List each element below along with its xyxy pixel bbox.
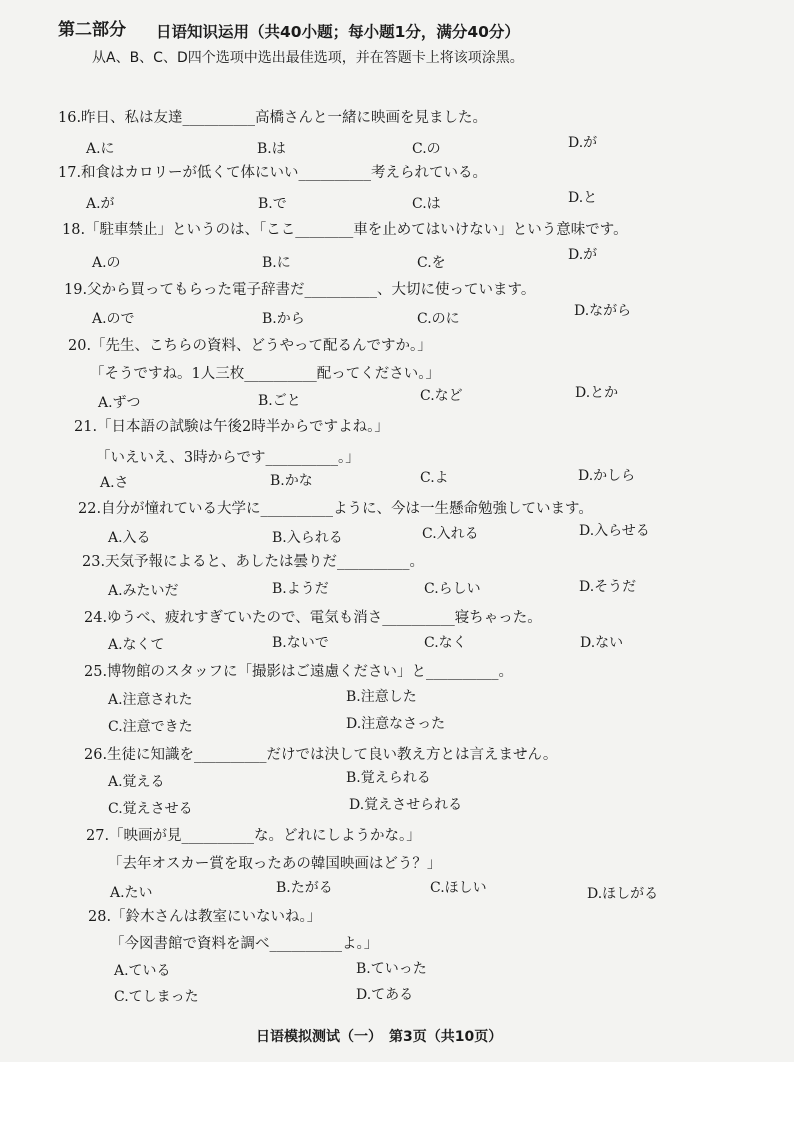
answer-option-b: B.かな	[270, 473, 313, 489]
answer-option-d: D.とか	[575, 385, 619, 401]
answer-option-d: D.覚えさせられる	[349, 797, 463, 813]
question-stem: 16.昨日、私は友達__________高橋さんと一緒に映画を見ました。	[58, 110, 488, 126]
question-dialogue-line: 「去年オスカー賞を取ったあの韓国映画はどう？」	[108, 856, 442, 872]
answer-option-a: A.の	[92, 255, 121, 271]
answer-option-b: B.たがる	[276, 880, 333, 896]
question-stem: 24.ゆうべ、疲れすぎていたので、電気も消さ__________寝ちゃった。	[84, 610, 542, 626]
question-stem: 23.天気予報によると、あしたは曇りだ__________。	[82, 554, 425, 570]
answer-option-d: D.が	[568, 247, 598, 263]
question-dialogue-line: 「今図書館で資料を調べ__________よ。」	[110, 936, 379, 952]
answer-option-b: B.ようだ	[272, 581, 329, 597]
answer-option-b: B.ないで	[272, 635, 329, 651]
answer-option-c: C.ほしい	[430, 880, 487, 896]
answer-option-b: B.入られる	[272, 530, 343, 546]
answer-option-a: A.注意された	[108, 692, 193, 708]
question-stem: 19.父から買ってもらった電子辞書だ__________、大切に使っています。	[64, 282, 536, 298]
answer-option-d: D.ながら	[574, 303, 632, 319]
answer-option-d: D.かしら	[578, 468, 636, 484]
answer-option-b: B.ていった	[356, 961, 427, 977]
answer-option-a: A.なくて	[108, 637, 165, 653]
answer-option-c: C.らしい	[424, 581, 481, 597]
page-footer: 日语模拟测试（一） 第3页（共10页）	[256, 1029, 503, 1045]
answer-option-d: D.ほしがる	[587, 886, 659, 902]
answer-option-b: B.で	[258, 196, 287, 212]
answer-option-d: D.そうだ	[579, 579, 637, 595]
answer-option-b: B.ごと	[258, 393, 301, 409]
question-stem: 25.博物館のスタッフに「撮影はご遠慮ください」と__________。	[84, 664, 514, 680]
answer-option-c: C.覚えさせる	[108, 801, 193, 817]
answer-option-a: A.たい	[110, 885, 153, 901]
question-dialogue-line: 「いえいえ、3時からです__________。」	[96, 450, 360, 466]
question-stem: 28.「鈴木さんは教室にいないね。」	[88, 909, 322, 925]
question-stem: 27.「映画が見__________な。どれにしようかな。」	[86, 828, 421, 844]
answer-option-a: A.が	[86, 196, 115, 212]
answer-option-c: C.よ	[420, 470, 449, 486]
question-stem: 20.「先生、こちらの資料、どうやって配るんですか。」	[68, 338, 432, 354]
answer-option-d: D.注意なさった	[346, 716, 446, 732]
answer-option-c: C.注意できた	[108, 719, 193, 735]
answer-option-c: C.など	[420, 388, 463, 404]
answer-option-b: B.は	[257, 141, 286, 157]
page-bottom-margin	[0, 1062, 794, 1124]
section-title: 日语知识运用（共40小题；每小题1分，满分40分）	[156, 23, 520, 41]
answer-option-b: B.覚えられる	[346, 770, 431, 786]
answer-option-c: C.の	[412, 141, 441, 157]
question-stem: 22.自分が憧れている大学に__________ように、今は一生懸命勉強しています。	[78, 501, 593, 517]
answer-option-a: A.覚える	[108, 774, 165, 790]
question-stem: 17.和食はカロリーが低くて体にいい__________考えられている。	[58, 165, 488, 181]
answer-option-a: A.入る	[108, 530, 151, 546]
answer-option-c: C.を	[417, 255, 446, 271]
answer-option-d: D.てある	[356, 987, 414, 1003]
question-stem: 21.「日本語の試験は午後2時半からですよね。」	[74, 419, 389, 435]
answer-option-d: D.と	[568, 190, 598, 206]
answer-option-d: D.が	[568, 135, 598, 151]
instruction-text: 从A、B、C、D四个选项中选出最佳选项，并在答题卡上将该项涂黑。	[92, 50, 524, 66]
answer-option-a: A.ずつ	[98, 395, 141, 411]
answer-option-c: C.のに	[417, 311, 460, 327]
answer-option-c: C.は	[412, 196, 441, 212]
answer-option-a: A.に	[86, 141, 115, 157]
answer-option-b: B.に	[262, 255, 291, 271]
section-label: 第二部分	[58, 20, 126, 40]
answer-option-a: A.ている	[114, 963, 171, 979]
answer-option-c: C.入れる	[422, 526, 479, 542]
answer-option-c: C.てしまった	[114, 989, 199, 1005]
question-stem: 26.生徒に知識を__________だけでは決して良い教え方とは言えません。	[84, 747, 558, 763]
answer-option-a: A.ので	[92, 311, 135, 327]
answer-option-a: A.さ	[100, 475, 129, 491]
answer-option-c: C.なく	[424, 635, 467, 651]
answer-option-a: A.みたいだ	[108, 583, 179, 599]
answer-option-d: D.ない	[580, 635, 624, 651]
answer-option-b: B.から	[262, 311, 305, 327]
question-stem: 18.「駐車禁止」というのは、「ここ________車を止めてはいけない」という意味です。	[62, 222, 628, 238]
answer-option-b: B.注意した	[346, 689, 417, 705]
question-dialogue-line: 「そうですね。1人三枚__________配ってください。」	[90, 366, 440, 382]
answer-option-d: D.入らせる	[579, 523, 650, 539]
